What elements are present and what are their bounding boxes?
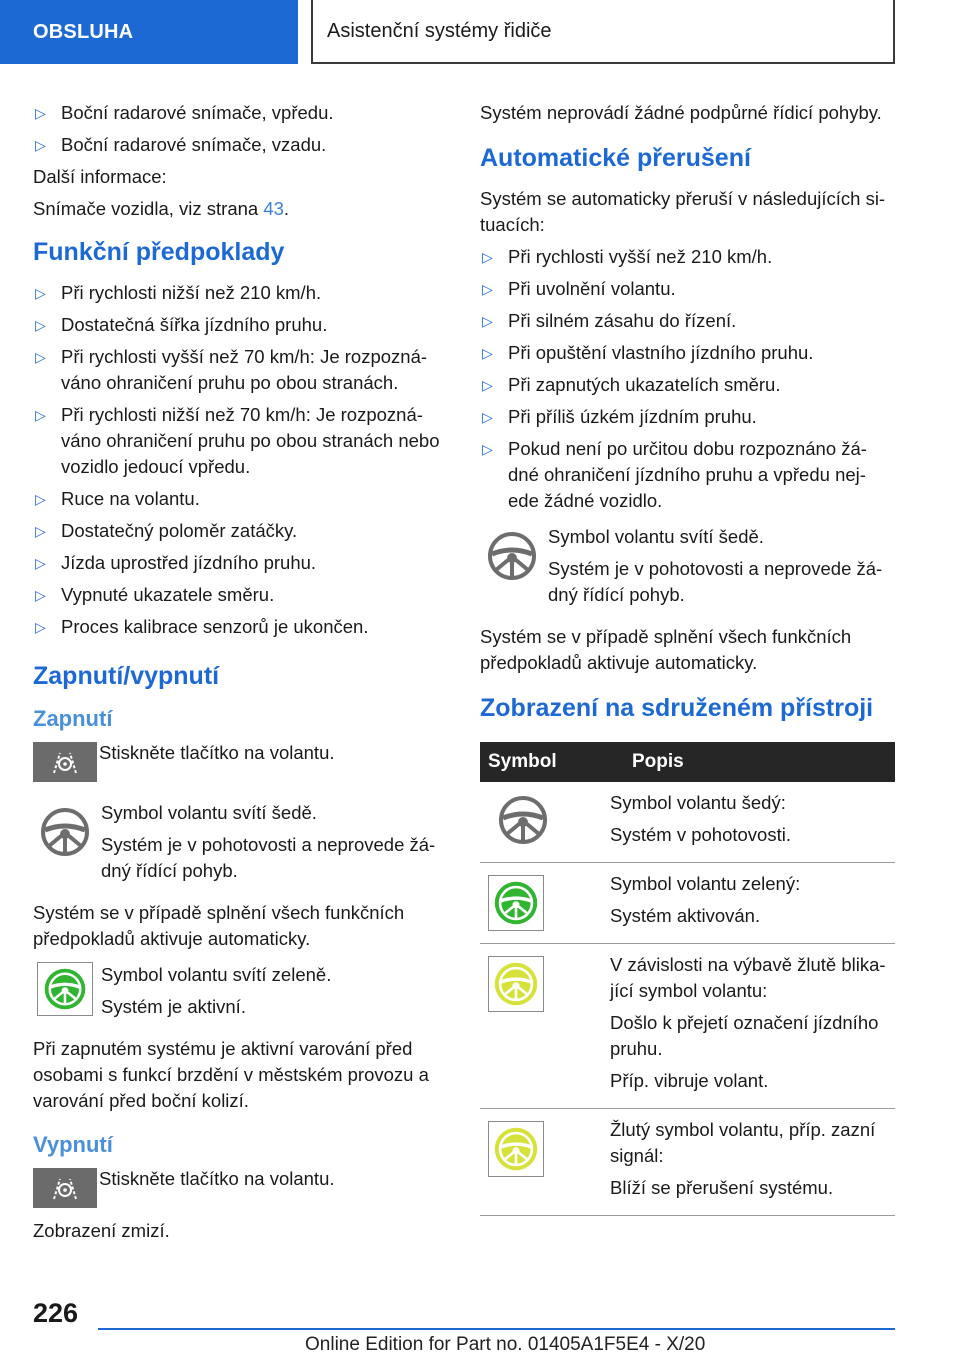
steering-wheel-yellow-icon	[488, 956, 544, 1012]
column-header-symbol: Symbol	[480, 742, 610, 782]
page-number: 226	[33, 1298, 79, 1328]
table-header-row	[480, 742, 895, 782]
green-symbol-text: Symbol volantu svítí zeleně.	[101, 964, 332, 985]
triangle-bullet-icon: ▷	[482, 377, 493, 393]
chapter-title: Asistenční systémy řidiče	[311, 0, 895, 64]
more-info-label: Další informace:	[33, 166, 167, 187]
list-item: ▷ Při opuštění vlastního jízdního pruhu.	[480, 340, 895, 366]
page-link[interactable]: 43	[263, 198, 284, 219]
list-item: ▷ Pokud není po určitou dobu rozpoznáno žá‐dné ohraničení jízdního pruhu a vpředu nej‐ede žádné vozidlo.	[482, 438, 867, 511]
off-heading: Vypnutí	[33, 1132, 113, 1157]
steering-wheel-grey-icon	[33, 800, 97, 858]
steering-wheel-grey-icon	[480, 524, 544, 582]
description-cell: Symbol volantu šedý: Systém v pohotovosti.	[610, 782, 895, 863]
grey-symbol-row	[480, 524, 895, 614]
lane-assist-button-icon	[33, 1168, 97, 1208]
edition-text: Online Edition for Part no. 01405A1F5E4 - X/20	[305, 1334, 706, 1355]
list-item: ▷ Ruce na volantu.	[33, 486, 443, 512]
description-cell: Žlutý symbol volantu, příp. zazní signál: Blíží se přerušení systému.	[610, 1109, 895, 1216]
steering-wheel-green-icon	[488, 875, 544, 931]
description-cell: V závislosti na výbavě žlutě blika‐jící symbol volantu: Došlo k přejetí označení jízdního pruhu. Příp. vibruje volant.	[610, 944, 895, 1109]
auto-activate-text: Systém se v případě splnění všech funkčních předpokladů aktivuje automaticky.	[480, 626, 852, 673]
symbol-cell	[480, 1109, 610, 1216]
triangle-bullet-icon: ▷	[482, 345, 493, 361]
list-item: ▷ Při rychlosti vyšší než 210 km/h.	[480, 244, 895, 270]
prerequisites-list	[33, 280, 443, 640]
list-item: ▷ Vypnuté ukazatele směru.	[33, 582, 443, 608]
table-row	[480, 782, 895, 863]
prerequisites-heading: Funkční předpoklady	[33, 238, 285, 266]
warning-text: Při zapnutém systému je aktivní varování před osobami s funkcí brzdění v městském provozu a varování před boční kolizí.	[33, 1038, 429, 1111]
grey-symbol-text: Symbol volantu svítí šedě.	[548, 526, 764, 547]
sensor-list	[33, 100, 443, 158]
footer-divider	[98, 1328, 895, 1330]
steering-wheel-yellow-icon	[488, 1121, 544, 1177]
green-symbol-row	[33, 962, 443, 1026]
steering-wheel-green-icon	[33, 962, 97, 1016]
triangle-bullet-icon: ▷	[35, 105, 46, 121]
list-item: ▷ Proces kalibrace senzorů je ukončen.	[33, 614, 443, 640]
list-item: ▷ Boční radarové snímače, vzadu.	[33, 132, 443, 158]
interrupt-list	[480, 244, 895, 514]
triangle-bullet-icon: ▷	[35, 137, 46, 153]
list-item: ▷ Při rychlosti nižší než 210 km/h.	[33, 280, 443, 306]
triangle-bullet-icon: ▷	[35, 349, 46, 365]
triangle-bullet-icon: ▷	[35, 587, 46, 603]
triangle-bullet-icon: ▷	[482, 409, 493, 425]
triangle-bullet-icon: ▷	[35, 285, 46, 301]
triangle-bullet-icon: ▷	[35, 555, 46, 571]
triangle-bullet-icon: ▷	[35, 523, 46, 539]
list-item: ▷ Při rychlosti vyšší než 70 km/h: Je rozpozná‐váno ohraničení pruhu po obou stranách.	[35, 346, 428, 393]
symbol-cell	[480, 782, 610, 863]
grey-symbol-text: Symbol volantu svítí šedě.	[101, 802, 317, 823]
section-tab: OBSLUHA	[0, 0, 298, 64]
on-button-row	[33, 740, 443, 782]
left-column	[33, 100, 443, 1250]
triangle-bullet-icon: ▷	[35, 619, 46, 635]
standby-text: Systém je v pohotovosti a neprovede žá‐dný řídící pohyb.	[548, 558, 883, 605]
triangle-bullet-icon: ▷	[482, 313, 493, 329]
on-heading: Zapnutí	[33, 706, 113, 731]
list-item: ▷ Při příliš úzkém jízdním pruhu.	[480, 404, 895, 430]
list-item: ▷ Dostatečná šířka jízdního pruhu.	[33, 312, 443, 338]
list-item: ▷ Při rychlosti nižší než 70 km/h: Je rozpozná‐váno ohraničení pruhu po obou stranách nebo vozidlo jedoucí vpředu.	[35, 404, 440, 477]
sensors-reference: Snímače vozidla, viz strana 43.	[33, 198, 290, 219]
table-row	[480, 1109, 895, 1216]
interrupt-heading: Automatické přerušení	[480, 144, 751, 172]
list-item: ▷ Při silném zásahu do řízení.	[480, 308, 895, 334]
list-item: ▷ Boční radarové snímače, vpředu.	[33, 100, 443, 126]
list-item: ▷ Při uvolnění volantu.	[480, 276, 895, 302]
display-disappears-text: Zobrazení zmizí.	[33, 1220, 170, 1241]
list-item: ▷ Jízda uprostřed jízdního pruhu.	[33, 550, 443, 576]
triangle-bullet-icon: ▷	[482, 281, 493, 297]
off-button-row	[33, 1166, 443, 1208]
active-text: Systém je aktivní.	[101, 996, 246, 1017]
triangle-bullet-icon: ▷	[35, 491, 46, 507]
standby-text: Systém je v pohotovosti a neprovede žá‐dný řídící pohyb.	[101, 834, 436, 881]
column-header-description: Popis	[610, 742, 895, 782]
right-column	[480, 100, 895, 1216]
page-header	[0, 0, 960, 66]
symbol-cell	[480, 863, 610, 944]
steering-wheel-grey-icon	[494, 794, 552, 846]
off-instruction: Stiskněte tlačítko na volantu.	[99, 1168, 335, 1189]
table-row	[480, 863, 895, 944]
list-item: ▷ Dostatečný poloměr zatáčky.	[33, 518, 443, 544]
symbol-table	[480, 742, 895, 1216]
auto-activate-text: Systém se v případě splnění všech funkčních předpokladů aktivuje automaticky.	[33, 902, 405, 949]
triangle-bullet-icon: ▷	[35, 317, 46, 333]
grey-symbol-row	[33, 800, 443, 890]
table-row	[480, 944, 895, 1109]
triangle-bullet-icon: ▷	[482, 249, 493, 265]
onoff-heading: Zapnutí/vypnutí	[33, 662, 220, 690]
lane-assist-button-icon	[33, 742, 97, 782]
triangle-bullet-icon: ▷	[482, 441, 493, 457]
triangle-bullet-icon: ▷	[35, 407, 46, 423]
interrupt-intro: Systém se automaticky přeruší v následujících si‐tuacích:	[480, 188, 886, 235]
cluster-heading: Zobrazení na sdruženém přístroji	[480, 694, 874, 722]
on-instruction: Stiskněte tlačítko na volantu.	[99, 742, 335, 763]
no-steering-text: Systém neprovádí žádné podpůrné řídicí pohyby.	[480, 102, 882, 123]
description-cell: Symbol volantu zelený: Systém aktivován.	[610, 863, 895, 944]
symbol-cell	[480, 944, 610, 1109]
list-item: ▷ Při zapnutých ukazatelích směru.	[480, 372, 895, 398]
